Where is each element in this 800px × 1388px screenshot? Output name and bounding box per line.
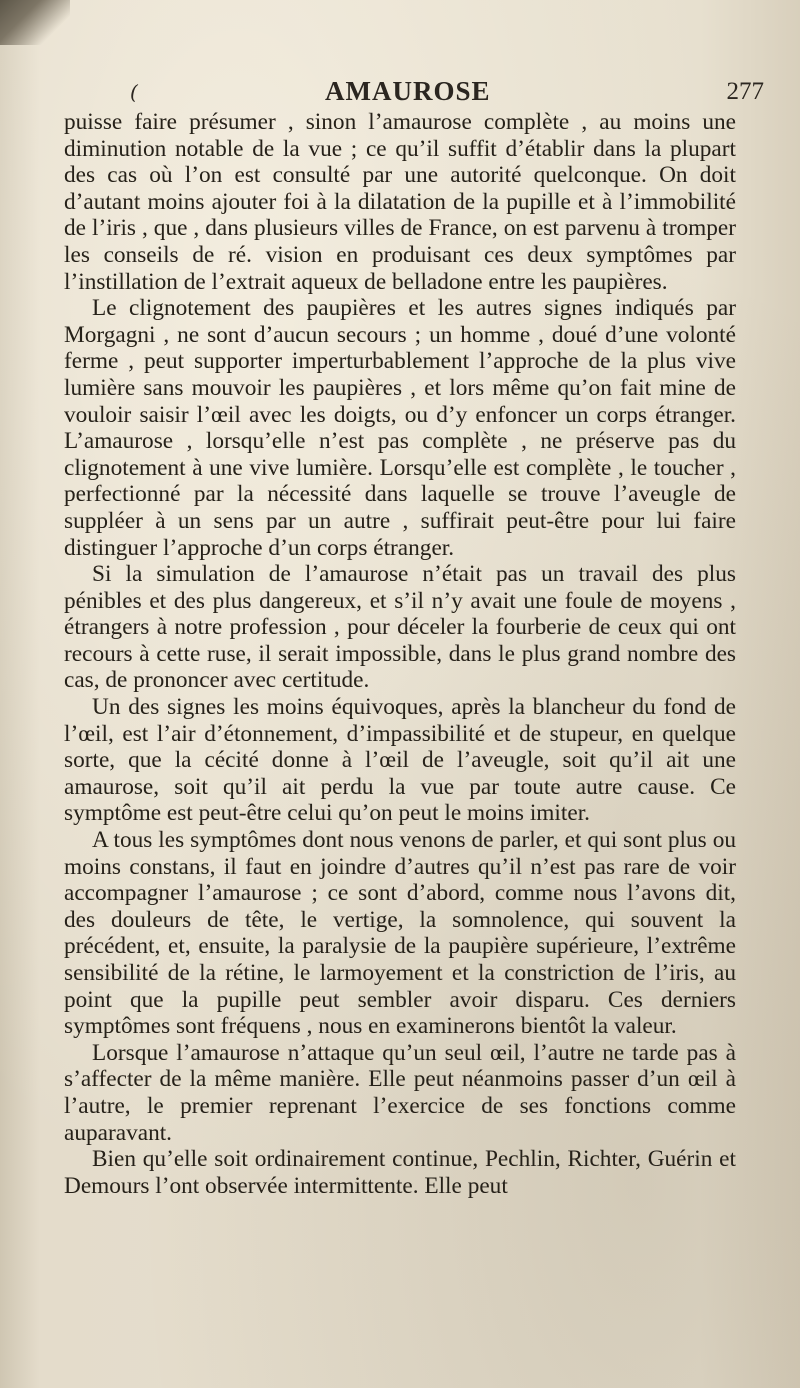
page-corner-shadow [0, 0, 70, 45]
paragraph: A tous les symptômes dont nous venons de parler, et qui sont plus ou moins constans, il faut en joindre d’autres qu’il n’est pas rare de voir accompagner l’amaurose ; ce sont d’abord, comme nous l’avons dit, des douleurs de tête, le vertige, la somnolence, qui souvent la précédent, et, ensuite, la paralysie de la paupière supérieure, l’extrême sensibilité de la rétine, le larmoyement et la constriction de l’iris, au point que la pupille peut sembler avoir disparu. Ces derniers symptômes sont fréquens , nous en examinerons bientôt la valeur. [64, 827, 736, 1040]
paragraph: Si la simulation de l’amaurose n’était pas un travail des plus pénibles et des plus dangereux, et s’il n’y avait une foule de moyens , étrangers à notre profession , pour déceler la fourberie de ceux qui ont recours à cette ruse, il serait impossible, dans le plus grand nombre des cas, de prononcer avec certitude. [64, 561, 736, 694]
paragraph: Un des signes les moins équivoques, après la blancheur du fond de l’œil, est l’air d’étonnement, d’impassibilité et de stupeur, en quelque sorte, que la cécité donne à l’œil de l’aveugle, soit qu’il ait une amaurose, soit qu’il ait perdu la vue par toute autre cause. Ce symptôme est peut-être celui qu’on peut le moins imiter. [64, 694, 736, 827]
header-mark: ( [130, 80, 138, 104]
paragraph: Lorsque l’amaurose n’attaque qu’un seul œil, l’autre ne tarde pas à s’affecter de la même manière. Elle peut néanmoins passer d’un œil à l’autre, le premier reprenant l’exercice de ses fonctions comme auparavant. [64, 1039, 736, 1146]
page-header [130, 76, 792, 112]
page-number: 277 [726, 78, 764, 105]
paragraph-continuation: puisse faire présumer , sinon l’amaurose complète , au moins une diminution notable de la vue ; ce qu’il suffit d’établir dans la plupart des cas où l’on est consulté par une autorité quelconque. On doit d’autant moins ajouter foi à la dilatation de la pupille et à l’immobilité de l’iris , que , dans plusieurs villes de France, on est parvenu à tromper les conseils de ré. vision en produisant ces deux symptômes par l’instillation de l’extrait aqueux de belladone entre les paupières. [64, 109, 736, 295]
body-text [64, 109, 736, 1199]
paragraph: Le clignotement des paupières et les autres signes indiqués par Morgagni , ne sont d’aucun secours ; un homme , doué d’une volonté ferme , peut supporter imperturbablement l’approche de la plus vive lumière sans mouvoir les paupières , et lors même qu’on fait mine de vouloir saisir l’œil avec les doigts, ou d’y enfoncer un corps étranger. L’amaurose , lorsqu’elle n’est pas complète , ne préserve pas du clignotement à une vive lumière. Lorsqu’elle est complète , le toucher , perfectionné par la nécessité dans laquelle se trouve l’aveugle de suppléer à un sens par un autre , suffirait peut-être pour lui faire distinguer l’approche d’un corps étranger. [64, 295, 736, 561]
running-title: AMAUROSE [325, 76, 491, 106]
paragraph: Bien qu’elle soit ordinairement continue, Pechlin, Richter, Guérin et Demours l’ont observée intermittente. Elle peut [64, 1146, 736, 1199]
